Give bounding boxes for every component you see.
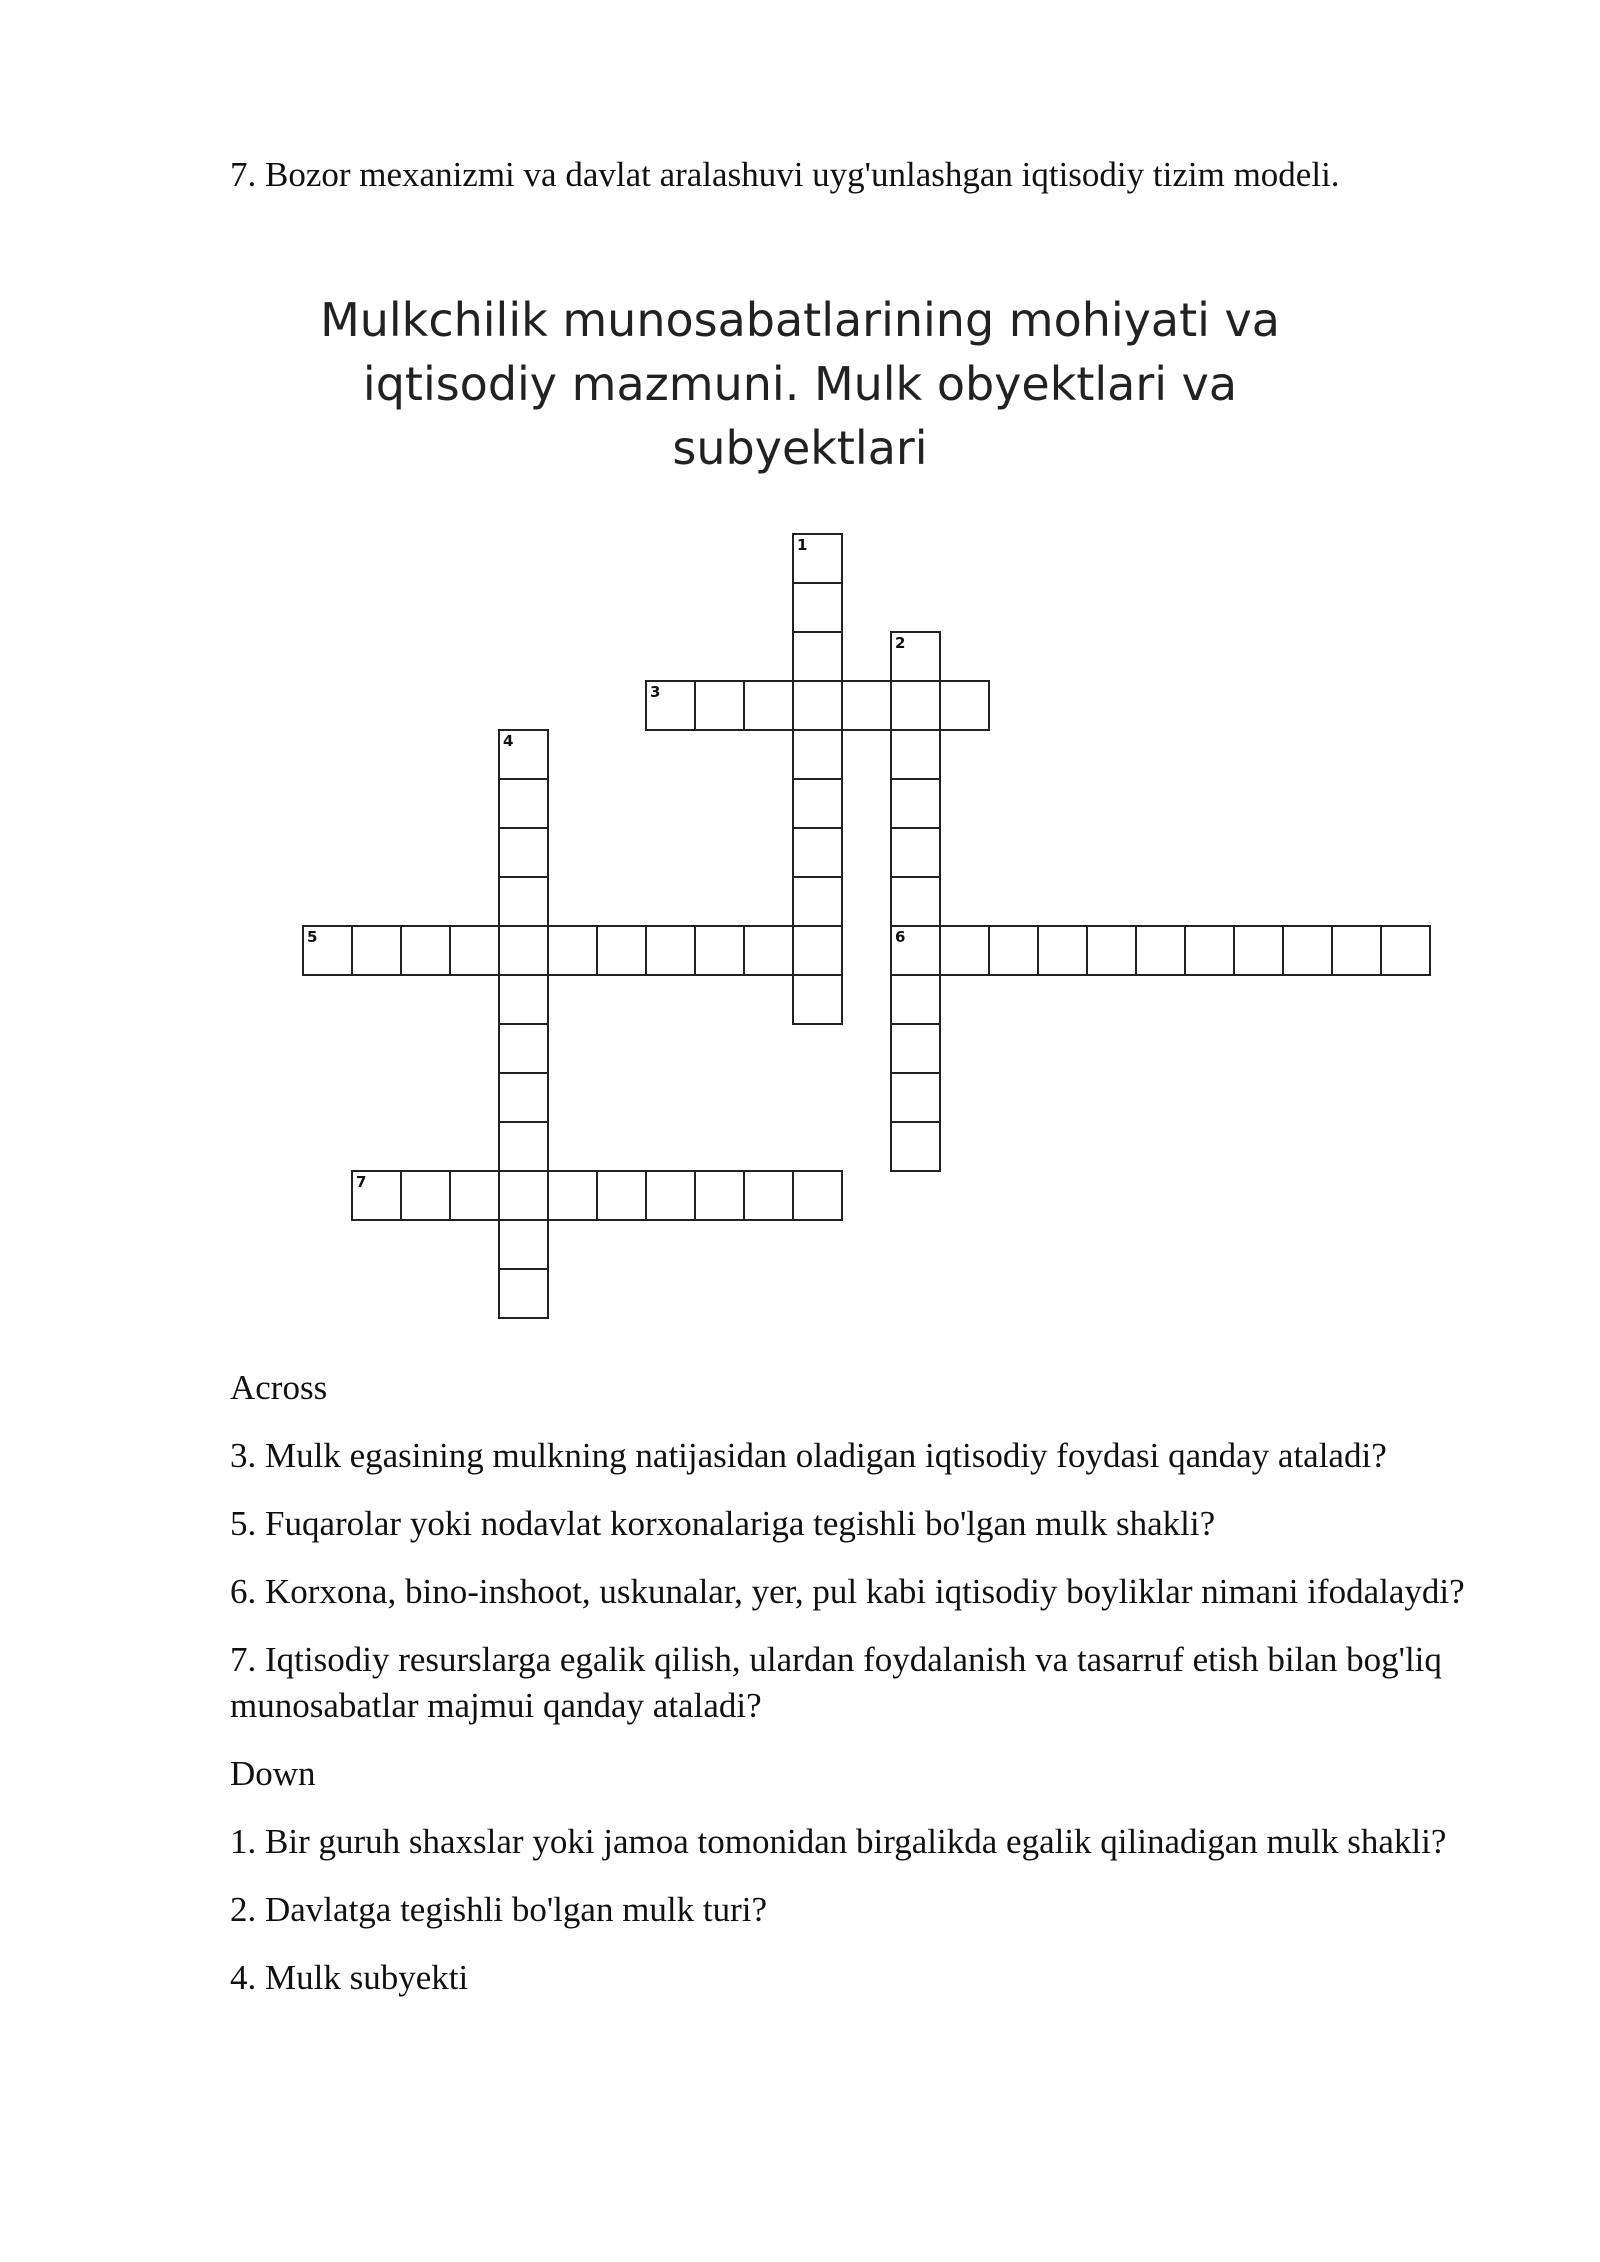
crossword-cell [351, 925, 402, 976]
crossword-cell [498, 1219, 549, 1270]
crossword-cell [1086, 925, 1137, 976]
clue-number-3: 3 [650, 683, 661, 701]
crossword-cell [1184, 925, 1235, 976]
crossword-cell [498, 876, 549, 927]
crossword-title: Mulkchilik munosabatlarining mohiyati va iqtisodiy mazmuni. Mulk obyektlari va subyektlari [320, 293, 1280, 475]
crossword-cell [498, 1268, 549, 1319]
crossword-cell [890, 827, 941, 878]
crossword-cell [400, 925, 451, 976]
crossword-cell [498, 1170, 549, 1221]
crossword-cell [792, 778, 843, 829]
crossword-cell [498, 925, 549, 976]
crossword-cell [792, 533, 843, 584]
crossword-cell [498, 1121, 549, 1172]
crossword-cell [596, 1170, 647, 1221]
crossword-cell [498, 1072, 549, 1123]
crossword-cell [939, 680, 990, 731]
clue-number-1: 1 [797, 536, 808, 554]
crossword-cell [792, 925, 843, 976]
crossword-cell [792, 1170, 843, 1221]
crossword-cell [498, 827, 549, 878]
crossword-cell [890, 1072, 941, 1123]
crossword-cell [890, 729, 941, 780]
crossword-cell [547, 925, 598, 976]
crossword-cell [694, 680, 745, 731]
crossword-cell [743, 925, 794, 976]
across-heading: Across [230, 1368, 328, 1407]
crossword-cell [890, 680, 941, 731]
down-clue-1: 1. Bir guruh shaxslar yoki jamoa tomonidan birgalikda egalik qilinadigan mulk shakli? [230, 1822, 1447, 1861]
crossword-cell [939, 925, 990, 976]
crossword-cell [890, 631, 941, 682]
across-clue-3: 3. Mulk egasining mulkning natijasidan oladigan iqtisodiy foydasi qanday ataladi? [230, 1436, 1387, 1475]
crossword-cell [547, 1170, 598, 1221]
crossword-cell [694, 925, 745, 976]
crossword-cell [1282, 925, 1333, 976]
crossword-cell [792, 680, 843, 731]
crossword-cell [1135, 925, 1186, 976]
crossword-cell [400, 1170, 451, 1221]
crossword-cell [498, 729, 549, 780]
crossword-cell [1331, 925, 1382, 976]
across-clue-7: 7. Iqtisodiy resurslarga egalik qilish, ulardan foydalanish va tasarruf etish bilan bog'liq munosabatlar majmui qanday ataladi? [230, 1640, 1442, 1725]
crossword-cell [645, 1170, 696, 1221]
clue-number-6: 6 [895, 928, 906, 946]
crossword-cell [1037, 925, 1088, 976]
crossword-cell [449, 1170, 500, 1221]
down-clue-4: 4. Mulk subyekti [230, 1958, 469, 1997]
crossword-cell [743, 1170, 794, 1221]
down-clue-2: 2. Davlatga tegishli bo'lgan mulk turi? [230, 1890, 768, 1929]
crossword-cell [645, 680, 696, 731]
crossword-cell [890, 876, 941, 927]
crossword-cell [792, 729, 843, 780]
crossword-cell [596, 925, 647, 976]
crossword-cell [988, 925, 1039, 976]
crossword-cell [792, 974, 843, 1025]
crossword-cell [351, 1170, 402, 1221]
crossword-cell [792, 876, 843, 927]
crossword-cell [449, 925, 500, 976]
crossword-cell [890, 1023, 941, 1074]
crossword-cell [498, 974, 549, 1025]
crossword-cell [1380, 925, 1431, 976]
crossword-cell [1233, 925, 1284, 976]
clue-number-4: 4 [503, 732, 514, 750]
crossword-cell [841, 680, 892, 731]
crossword-cell [498, 1023, 549, 1074]
crossword-cell [792, 827, 843, 878]
intro-line: 7. Bozor mexanizmi va davlat aralashuvi uyg'unlashgan iqtisodiy tizim modeli. [230, 155, 1340, 194]
crossword-cell [498, 778, 549, 829]
clue-number-2: 2 [895, 634, 906, 652]
down-heading: Down [230, 1754, 316, 1793]
across-clue-5: 5. Fuqarolar yoki nodavlat korxonalariga tegishli bo'lgan mulk shakli? [230, 1504, 1216, 1543]
crossword-cell [890, 1121, 941, 1172]
crossword-cell [890, 974, 941, 1025]
clue-number-5: 5 [307, 928, 318, 946]
clue-number-7: 7 [356, 1173, 367, 1191]
crossword-cell [792, 631, 843, 682]
crossword-cell [792, 582, 843, 633]
clues-section [230, 1365, 1520, 2023]
crossword-cell [890, 925, 941, 976]
across-clue-6: 6. Korxona, bino-inshoot, uskunalar, yer, pul kabi iqtisodiy boyliklar nimani ifodalaydi? [230, 1572, 1465, 1611]
crossword-cell [694, 1170, 745, 1221]
crossword-cell [645, 925, 696, 976]
crossword-cell [302, 925, 353, 976]
crossword-cell [743, 680, 794, 731]
crossword-cell [890, 778, 941, 829]
